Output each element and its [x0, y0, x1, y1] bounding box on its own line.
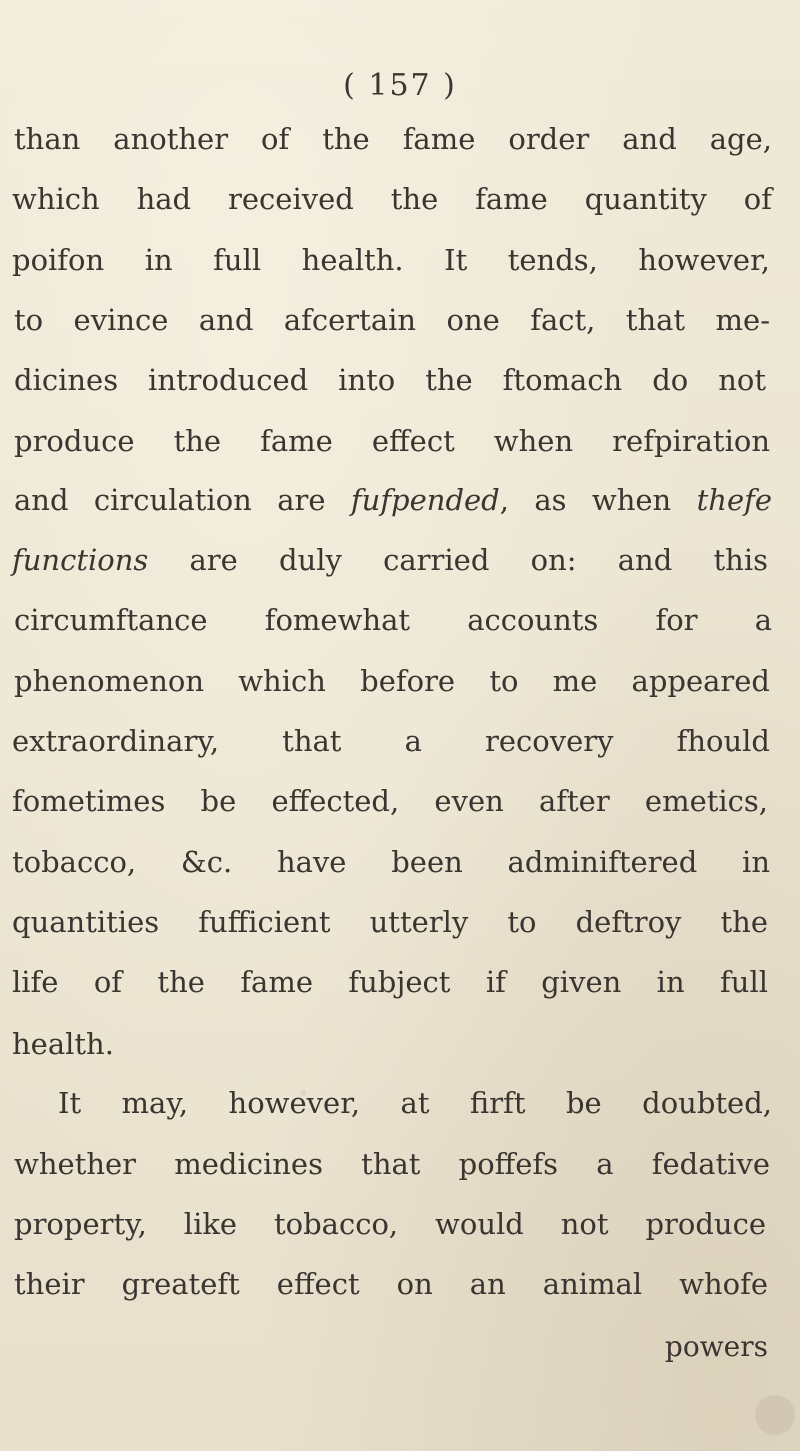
text-line: property, like tobacco, would not produce [14, 1207, 766, 1241]
text-line: whether medicines that poffefs a fedative [14, 1147, 770, 1181]
italic-word: fufpended [350, 483, 500, 517]
text-line: It may, however, at firft be doubted, [58, 1086, 772, 1120]
text-line: their greateft effect on an animal whofe [14, 1267, 768, 1301]
text-line: produce the fame effect when refpiration [14, 424, 770, 458]
text-line: quantities fufficient utterly to deftroy the [12, 905, 768, 939]
text-run: and circulation are [14, 483, 351, 517]
text-line: fometimes be effected, even after emetics, [12, 784, 768, 818]
text-line: poifon in full health. It tends, however, [12, 243, 770, 277]
page-number: ( 157 ) [343, 68, 457, 103]
text-line [14, 483, 772, 517]
text-line: dicines introduced into the ftomach do not [14, 363, 766, 397]
page-stain [755, 1395, 795, 1435]
text-line: health. [12, 1027, 114, 1061]
text-line: than another of the fame order and age, [14, 122, 772, 156]
text-line: life of the fame fubject if given in full [12, 965, 768, 999]
text-line: extraordinary, that a recovery fhould [12, 724, 770, 758]
italic-word: functions [12, 543, 149, 577]
text-line: to evince and afcertain one fact, that me- [14, 303, 770, 337]
text-line: which had received the fame quantity of [12, 182, 772, 216]
text-line [12, 543, 768, 577]
text-run: are duly carried on: and this [148, 543, 768, 577]
text-line: circumftance fomewhat accounts for a [14, 603, 772, 637]
text-line: phenomenon which before to me appeared [14, 664, 770, 698]
italic-word: thefe [696, 483, 772, 517]
text-run: , as when [499, 483, 697, 517]
text-line: tobacco, &c. have been adminiftered in [12, 845, 770, 879]
catchword: powers [664, 1330, 768, 1363]
